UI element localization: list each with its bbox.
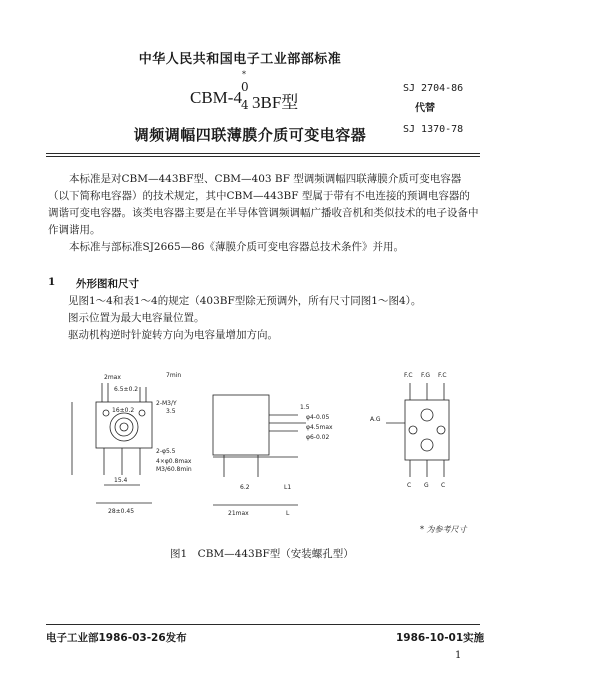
figure-caption: 图1 CBM—443BF型（安装螺孔型） <box>170 548 354 560</box>
dim-label: 2-φ5.5 <box>156 448 176 455</box>
dim-label: 2max <box>104 374 121 381</box>
dim-label: 28±0.45 <box>108 508 135 515</box>
paragraph-reference: 本标准与部标准SJ2665—86《薄膜介质可变电容器总技术条件》并用。 <box>69 241 404 253</box>
pin-label: F.C <box>438 372 447 379</box>
pin-label: C <box>407 482 412 489</box>
front-view-shaft-inner <box>120 423 128 431</box>
issue-date: 电子工业部1986-03-26发布 <box>46 632 187 644</box>
document-title: 调频调幅四联薄膜介质可变电容器 <box>133 126 367 144</box>
dim-label: 3.5 <box>166 408 176 415</box>
section-number: 1 <box>48 276 56 288</box>
dim-label: 21max <box>228 510 249 517</box>
dim-label: 1.5 <box>300 404 310 411</box>
pin-view-hole-bottom <box>421 439 433 451</box>
dim-label: 2-M3/Y <box>156 400 177 407</box>
dim-label: φ4.5max <box>306 424 333 431</box>
figure-1-drawing <box>48 365 480 530</box>
dim-label: L <box>286 510 290 517</box>
pin-view-pad-left <box>409 426 417 434</box>
figure-note: * 为参考尺寸 <box>420 525 467 534</box>
dim-label: φ6-0.02 <box>306 434 330 441</box>
pin-view-hole-top <box>421 409 433 421</box>
pin-label: C <box>441 482 446 489</box>
effective-date: 1986-10-01实施 <box>396 632 485 644</box>
dim-label: 7min <box>166 372 182 379</box>
section-line-1: 见图1～4和表1～4的规定（403BF型除无预调外，所有尺寸同图1～图4）。 <box>68 295 422 307</box>
pin-label: F.G <box>421 372 431 379</box>
section-line-3: 驱动机构逆时针旋转方向为电容量增加方向。 <box>68 329 278 341</box>
dim-label: 15.4 <box>114 477 128 484</box>
dim-label: 6.5±0.2 <box>114 386 139 393</box>
page-number: 1 <box>455 650 462 661</box>
ministry-heading: 中华人民共和国电子工业部部标准 <box>138 52 342 67</box>
model-frac-top: 0 <box>241 80 249 94</box>
front-view-hole-left <box>103 410 109 416</box>
model-number <box>190 70 320 116</box>
dim-label: 6.2 <box>240 484 250 491</box>
front-view-shaft-mid <box>115 418 133 436</box>
dim-label: 4×φ0.8max <box>156 458 192 465</box>
front-view-hole-right <box>139 410 145 416</box>
section-line-2: 图示位置为最大电容量位置。 <box>68 312 205 324</box>
side-view-body <box>213 395 269 455</box>
model-frac-bottom: 4 <box>241 98 249 112</box>
dim-label: L1 <box>284 484 292 491</box>
pin-label: G <box>424 482 429 489</box>
section-title: 外形图和尺寸 <box>76 278 139 290</box>
header-rule-2 <box>46 156 480 157</box>
replaces-label: 代替 <box>415 103 435 114</box>
model-prefix: CBM-4 <box>190 88 242 107</box>
code-new: SJ 2704-86 <box>403 83 464 94</box>
body-text <box>48 171 480 256</box>
model-suffix: 3BF型 <box>252 93 299 112</box>
dim-label: φ4-0.05 <box>306 414 330 421</box>
model-mark: * <box>242 70 246 79</box>
footer-rule <box>46 624 480 625</box>
pin-label: A.G <box>370 416 381 423</box>
header-rule <box>46 153 480 154</box>
pin-view-pad-right <box>437 426 445 434</box>
front-view-shaft-outer <box>110 413 138 441</box>
paragraph-intro: 本标准是对CBM—443BF型、CBM—403 BF 型调频调幅四联薄膜介质可变电容器（以下简称电容器）的技术规定，其中CBM—443BF 型属于带有不电连接的预调电容器的调谐可变电容器。该类电容器主要是在半导体管调频调幅广播收音机和类似技术的电子设备中作调谐用。 <box>48 173 479 236</box>
code-old: SJ 1370-78 <box>403 124 464 135</box>
dim-label: 16±0.2 <box>112 407 135 414</box>
pin-label: F.C <box>404 372 413 379</box>
dim-label: M3/60.8min <box>156 466 192 473</box>
